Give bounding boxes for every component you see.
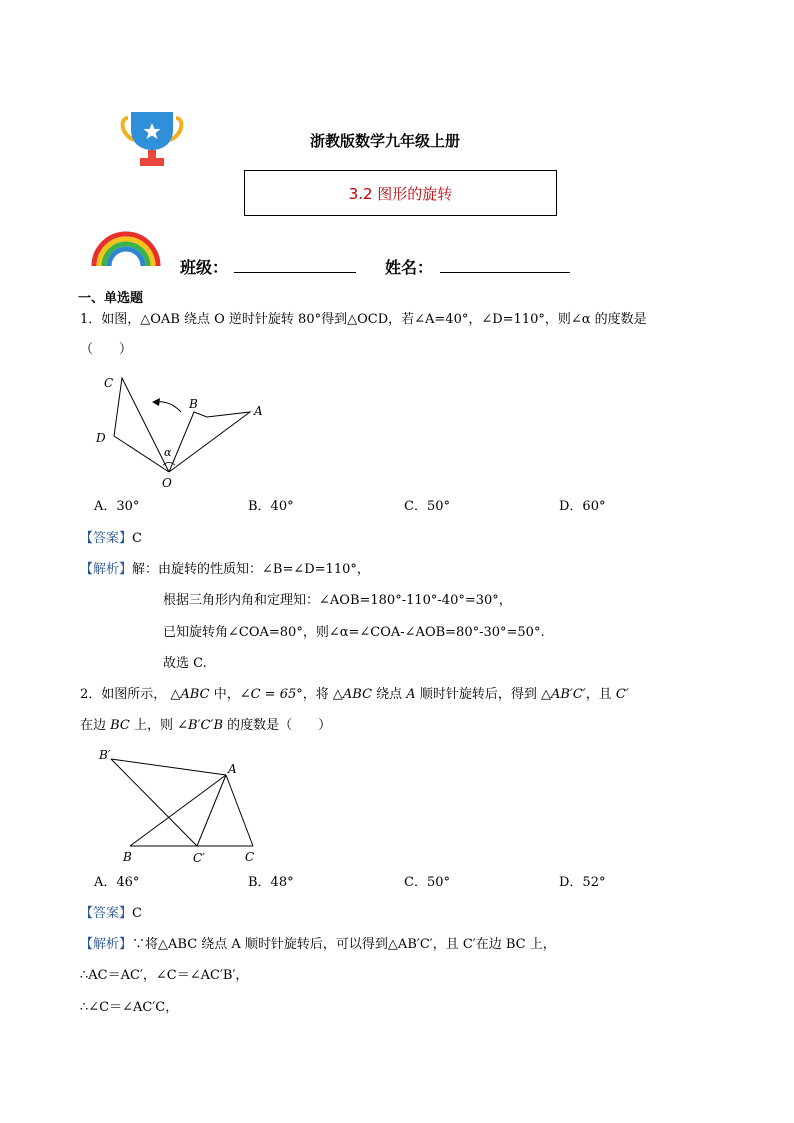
q1-analysis-line3: 已知旋转角∠COA=80°，则∠α=∠COA-∠AOB=80°-30°=50°.: [163, 625, 545, 640]
label-C-prime: C′: [193, 851, 205, 865]
name-blank[interactable]: [440, 254, 570, 273]
subtitle: 3.2 图形的旋转: [348, 184, 453, 203]
label-C2: C: [245, 850, 255, 864]
q2-analysis-tag: 【解析】: [80, 937, 133, 952]
q2-figure: [95, 745, 267, 867]
q2-analysis-line2: ∴AC＝AC′，∠C＝∠AC′B′，: [80, 968, 249, 983]
q2-u1: BC: [110, 718, 130, 733]
label-B2: B: [123, 850, 132, 864]
q2-u3: ∠B′C′B: [177, 718, 224, 733]
q1-option-a[interactable]: A．30°: [94, 499, 140, 514]
trophy-icon: [118, 110, 186, 168]
label-D: D: [96, 431, 106, 445]
q2-option-a[interactable]: A．46°: [94, 875, 140, 890]
q2-answer: [80, 906, 142, 922]
q2-u0: 在边: [80, 718, 111, 733]
label-B-prime: B′: [99, 748, 111, 762]
q2-t2: 中，: [209, 687, 240, 702]
page-title: 浙教版数学九年级上册: [310, 132, 461, 150]
q2-u2: 上，则: [129, 718, 178, 733]
q2-option-b[interactable]: B．48°: [248, 875, 294, 890]
q1-text-line1: 1．如图，△OAB 绕点 O 逆时针旋转 80°得到△OCD，若∠A=40°，∠D=110°，则∠α 的度数是: [80, 312, 647, 327]
class-blank[interactable]: [234, 254, 356, 273]
q2-t11: C′: [615, 687, 629, 702]
q1-answer: [80, 531, 142, 547]
q1-text-line2: （ ）: [80, 342, 133, 357]
q1-analysis-line4: 故选 C.: [163, 656, 207, 671]
subtitle-box: [244, 170, 557, 216]
q2-t0: 2．如图所示，: [80, 687, 167, 702]
name-label: 姓名：: [385, 258, 434, 277]
q1-option-b[interactable]: B．40°: [248, 499, 294, 514]
q2-t4: ，将: [302, 687, 333, 702]
q1-analysis-line2: 根据三角形内角和定理知：∠AOB=180°-110°-40°=30°，: [163, 593, 512, 608]
q2-t1: △ABC: [170, 687, 210, 702]
q2-t5: △ABC: [332, 687, 373, 702]
q2-analysis-line1: [80, 937, 556, 953]
q2-t6: 绕点: [372, 687, 407, 702]
label-A2: A: [228, 762, 237, 776]
label-B: B: [189, 397, 198, 411]
q2-t3: ∠C = 65°: [239, 687, 303, 702]
q1-analysis-line1: [80, 562, 370, 578]
class-label: 班级：: [180, 258, 229, 277]
q2-t7: A: [406, 687, 416, 702]
section-title: 一、单选题: [78, 291, 144, 306]
q1-option-d[interactable]: D．60°: [559, 499, 606, 514]
q2-option-c[interactable]: C．50°: [404, 875, 450, 890]
rainbow-icon: [90, 228, 162, 268]
q1-analysis-tag: 【解析】: [80, 562, 133, 577]
q2-analysis-text: ∵将△ABC 绕点 A 顺时针旋转后，可以得到△AB′C′，且 C′在边 BC 上，: [132, 937, 556, 952]
q1-answer-tag: 【答案】: [80, 531, 133, 546]
q2-answer-value: C: [132, 906, 142, 921]
q2-text-line1: [80, 687, 629, 703]
q1-answer-value: C: [132, 531, 142, 546]
q1-figure: [92, 370, 272, 492]
q2-t9: △AB′C′: [540, 687, 586, 702]
q2-analysis-line3: ∴∠C＝∠AC′C，: [80, 1000, 179, 1015]
q2-t8: 顺时针旋转后，得到: [415, 687, 541, 702]
label-alpha: α: [164, 446, 172, 459]
q2-text-line2: [80, 718, 331, 734]
label-A: A: [254, 404, 263, 418]
label-C: C: [104, 376, 114, 390]
q1-option-c[interactable]: C．50°: [404, 499, 450, 514]
q2-option-d[interactable]: D．52°: [559, 875, 606, 890]
q2-answer-tag: 【答案】: [80, 906, 133, 921]
q1-analysis-text: 解：由旋转的性质知：∠B=∠D=110°，: [132, 562, 370, 577]
q2-u4: 的度数是（ ）: [223, 718, 332, 733]
label-O: O: [162, 476, 172, 490]
q2-t10: ，且: [585, 687, 616, 702]
